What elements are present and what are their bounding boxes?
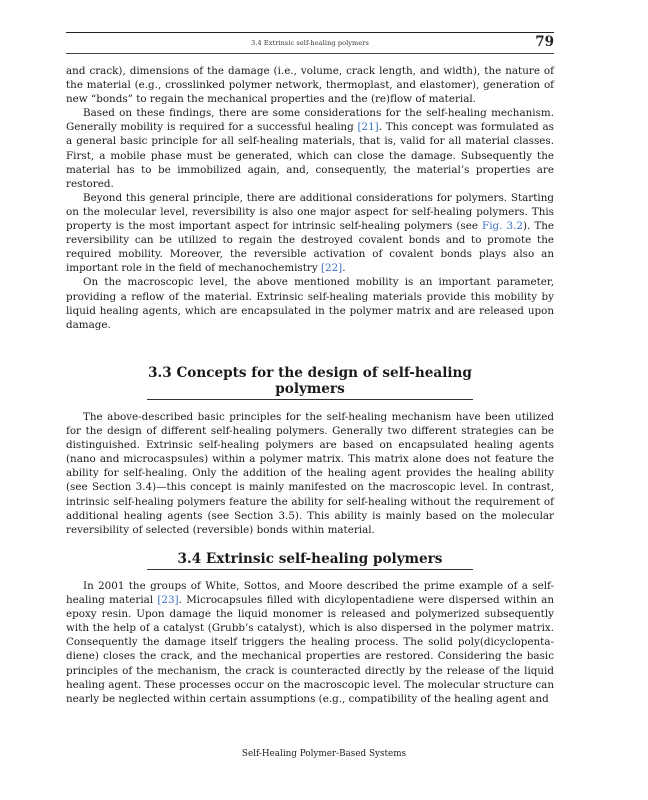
- section-heading: 3.4 Extrinsic self-healing polymers: [147, 551, 473, 570]
- paragraph: On the macroscopic level, the above mentioned mobility is an important parameter, providing a reflow of the material. Extrinsic self-healing materials provide this mobility by liquid healing agents, which are encapsulated in the polymer matrix and are released upon damage.: [66, 276, 554, 331]
- section-heading: 3.3 Concepts for the design of self-healing polymers: [147, 365, 473, 400]
- opening-text-block: [66, 64, 554, 332]
- paragraph: The above-described basic principles for the self-healing mechanism have been utilized for the design of different self-healing polymers. Generally two different strategies can be distinguished. Extrinsic self-healing polymers are based on encapsulated healing agents (nano and microcaspsules) within a polymer matrix. This matrix alone does not feature the ability for self-healing. Only the addition of the healing agent provides the healing ability (see Section 3.4)—this concept is mainly manifested on the macroscopic level. In contrast, intrinsic self-healing polymers feature the ability for self-healing without the requirement of additional healing agents (see Section 3.5). This ability is mainly based on the molecular reversibility of selected (reversible) bonds within material.: [66, 411, 554, 536]
- section-3-3-text: [66, 410, 554, 537]
- citation-link[interactable]: [22]: [320, 262, 343, 275]
- citation-link[interactable]: [23]: [157, 594, 179, 607]
- running-header-title: 3.4 Extrinsic self-healing polymers: [251, 39, 369, 47]
- paragraph: and crack), dimensions of the damage (i.e., volume, crack length, and width), the nature of the material (e.g., crosslinked polymer network, thermoplast, and elastomer), generation of new “bonds” to regain the mechanical properties and the (re)flow of material.: [66, 65, 554, 106]
- section-3-4-text: [66, 579, 554, 706]
- paragraph: Beyond this general principle, there are additional considerations for polymers. Starting on the molecular level, reversibility is also one major aspect for self-healing polymers. This property is the most important aspect for intrinsic self-healing polymers (see Fig. 3.2). The reversibility can be utilized to regain the destroyed covalent bonds and to promote the required mobility. Moreover, the reversible activation of covalent bonds plays also an important role in the field of mechanochemistry [22].: [66, 191, 555, 275]
- page-number: 79: [535, 34, 554, 50]
- page-footer: Self-Healing Polymer-Based Systems: [241, 749, 407, 759]
- paragraph: Based on these findings, there are some considerations for the self-healing mechanism. Generally mobility is required for a successful healing [21]. This concept was formulated as a general basic principle for all self-healing materials, that is, valid for all material classes. First, a mobile phase must be generated, which can close the damage. Subsequently the material has to be immobilized again, and, consequently, the material’s properties are restored.: [66, 107, 554, 190]
- running-header: [66, 32, 554, 54]
- figure-link[interactable]: Fig. 3.2: [482, 220, 523, 233]
- citation-link[interactable]: [21]: [357, 121, 379, 134]
- paragraph: In 2001 the groups of White, Sottos, and Moore described the prime example of a self-healing material [23]. Microcapsules filled with dicylopentadiene were dispersed within an epoxy resin. Upon damage the liquid monomer is released and polymerized subsequently with the help of a catalyst (Grubb’s catalyst), which is also dispersed in the polymer matrix. Consequently the damage itself triggers the healing process. The solid poly(dicyclopenta-diene) closes the crack, and the mechanical properties are restored. Considering the basic principles of the mechanism, the crack is counteracted directly by the release of the liquid healing agent. These processes occur on the macroscopic level. The molecular structure can nearly be neglected within certain assumptions (e.g., compatibility of the healing agent and: [66, 580, 554, 705]
